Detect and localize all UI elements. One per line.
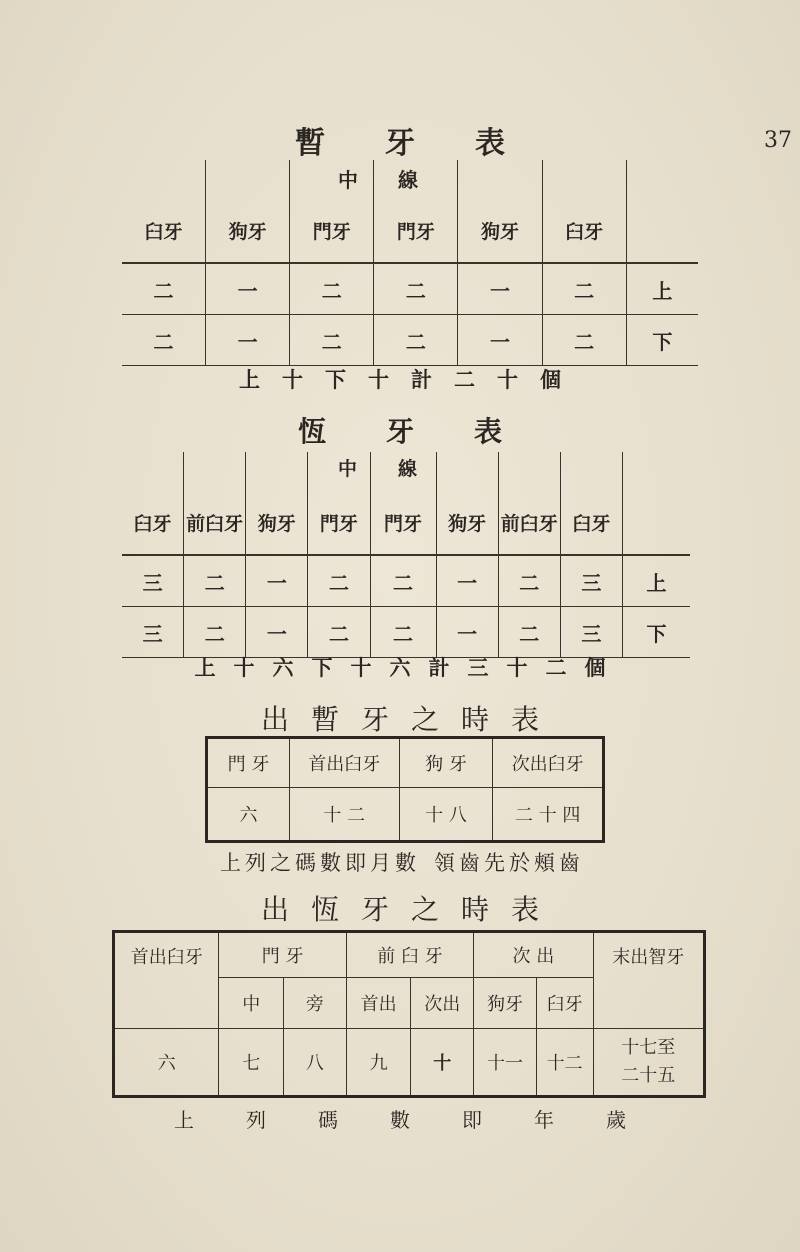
table3-title-char: 牙 [360,703,389,736]
table1-midline-label-left: 中 [338,168,358,192]
caption-char: 數 [320,851,341,875]
cell: 二 [542,263,626,315]
cell: 三 [560,555,622,607]
header-cell: 前 臼 牙 [346,932,473,978]
caption-char: 列 [245,851,266,875]
cell: 一 [246,607,308,658]
cell: 十 二 [290,788,400,842]
cell: 八 [284,1029,347,1097]
table3-title-char: 表 [511,703,540,736]
header-cell: 前臼牙 [498,452,560,555]
table3-title-char: 出 [260,703,289,736]
cell: 二 [184,607,246,658]
cell: 二 十 四 [493,788,604,842]
cell: 三 [122,555,184,607]
table4-title-char: 出 [260,893,289,926]
caption-char: 六 [272,655,294,680]
cell: 二 [308,555,370,607]
table3-title [0,698,800,738]
cell: 二 [184,555,246,607]
header-cell: 狗牙 [246,452,308,555]
deciduous-teeth-table [122,160,698,366]
cell: 一 [458,315,542,366]
caption-char: 上 [174,1108,194,1132]
caption-char: 碼 [295,851,316,875]
caption-char: 年 [534,1108,554,1132]
cell: 一 [246,555,308,607]
table-header-row [122,160,698,263]
jaw-label-upper: 上 [622,555,690,607]
cell: 十 八 [399,788,493,842]
cell: 十二 [536,1029,593,1097]
cell: 一 [458,263,542,315]
table1-title-char: 牙 [385,126,415,161]
cell: 二 [122,315,206,366]
header-cell: 末出智牙 [593,932,704,1029]
table-row [122,607,690,658]
table3-title-char: 暫 [310,703,339,736]
table-header-row [114,932,705,978]
caption-char: 歲 [606,1108,626,1132]
page-number: 37 [764,128,792,153]
caption-char: 於 [509,851,530,875]
caption-char: 三 [467,655,489,680]
caption-char: 列 [246,1108,266,1132]
subheader-cell: 臼牙 [536,978,593,1029]
header-cell: 狗牙 [206,160,290,263]
header-cell: 前臼牙 [184,452,246,555]
cell: 三 [122,607,184,658]
caption-char: 上 [194,655,216,680]
header-cell: 首出臼牙 [290,738,400,788]
caption-char: 計 [428,655,450,680]
cell: 十一 [474,1029,537,1097]
table4-title-char: 之 [411,893,440,926]
caption-char: 齒 [459,851,480,875]
cell-line: 二十五 [621,1065,676,1086]
table-row [122,555,690,607]
table1-caption [0,364,800,394]
caption-char: 即 [345,851,366,875]
table-header-row [122,452,690,555]
table-row [122,263,698,315]
cell: 二 [290,315,374,366]
header-cell: 次 出 [474,932,593,978]
header-cell: 臼牙 [122,160,206,263]
cell: 二 [290,263,374,315]
table2-title-char: 牙 [385,415,414,448]
header-cell: 門牙 [370,452,436,555]
caption-char: 碼 [318,1108,338,1132]
table4-title-char: 表 [511,893,540,926]
cell: 二 [370,607,436,658]
caption-char: 領 [434,851,455,875]
caption-char: 數 [390,1108,410,1132]
caption-char: 數 [395,851,416,875]
caption-char: 上 [239,367,260,392]
header-cell: 門 牙 [219,932,346,978]
header-cell: 門牙 [290,160,374,263]
table4-title-char: 時 [461,893,490,926]
table4-title-char: 恆 [310,893,339,926]
table-row [207,788,604,842]
caption-char: 十 [282,367,303,392]
table-row [114,1029,705,1097]
cell: 二 [374,263,458,315]
cell: 二 [370,555,436,607]
cell: 二 [498,607,560,658]
table4-caption [0,1104,800,1133]
table1-title [0,118,800,162]
table3-title-char: 之 [411,703,440,736]
deciduous-eruption-table [205,736,605,843]
cell: 六 [114,1029,219,1097]
permanent-teeth-table [122,452,690,658]
header-cell: 次出臼牙 [493,738,604,788]
caption-char: 先 [484,851,505,875]
cell: 一 [206,263,290,315]
caption-char: 十 [497,367,518,392]
caption-char: 二 [545,655,567,680]
header-cell: 狗牙 [458,160,542,263]
cell-line: 十七至 [621,1037,676,1058]
table2-title [0,410,800,450]
caption-char: 十 [233,655,255,680]
caption-char: 六 [389,655,411,680]
caption-char: 齒 [559,851,580,875]
jaw-label-upper: 上 [626,263,698,315]
table2-caption [0,652,800,682]
cell: 六 [207,788,290,842]
caption-char: 下 [325,367,346,392]
cell: 二 [308,607,370,658]
subheader-cell: 次出 [411,978,474,1029]
cell: 二 [542,315,626,366]
table3-caption [0,847,800,877]
caption-char: 十 [506,655,528,680]
table3-title-char: 時 [461,703,490,736]
header-cell: 臼牙 [122,452,184,555]
cell: 十 [411,1029,474,1097]
header-cell: 門 牙 [207,738,290,788]
caption-char: 個 [584,655,606,680]
cell: 一 [206,315,290,366]
cell: 二 [498,555,560,607]
table2-midline-label-right: 線 [398,458,418,480]
table4-title-char: 牙 [360,893,389,926]
caption-char: 頰 [534,851,555,875]
cell [593,1029,704,1097]
header-cell: 臼牙 [542,160,626,263]
header-cell: 門牙 [308,452,370,555]
caption-char: 二 [454,367,475,392]
header-cell: 臼牙 [560,452,622,555]
header-cell: 門牙 [374,160,458,263]
table1-midline-label-right: 線 [398,168,418,192]
header-cell [622,452,690,555]
caption-char: 月 [370,851,391,875]
table4-title [0,888,800,928]
cell: 一 [436,555,498,607]
header-cell: 首出臼牙 [114,932,219,1029]
header-cell [626,160,698,263]
table2-title-char: 表 [474,415,503,448]
caption-char: 即 [462,1108,482,1132]
jaw-label-lower: 下 [626,315,698,366]
caption-char: 計 [411,367,432,392]
table2-midline-label-left: 中 [338,458,358,480]
caption-char: 上 [220,851,241,875]
table-row [122,315,698,366]
cell: 九 [346,1029,411,1097]
cell: 七 [219,1029,284,1097]
subheader-cell: 狗牙 [474,978,537,1029]
jaw-label-lower: 下 [622,607,690,658]
caption-char: 下 [311,655,333,680]
table1-title-char: 暫 [295,126,325,161]
caption-char: 個 [540,367,561,392]
cell: 三 [560,607,622,658]
caption-char: 十 [368,367,389,392]
header-cell: 狗牙 [436,452,498,555]
table1-title-char: 表 [475,126,505,161]
subheader-cell: 首出 [346,978,411,1029]
table-header-row [207,738,604,788]
subheader-cell: 旁 [284,978,347,1029]
table2-title-char: 恆 [297,415,326,448]
caption-char: 十 [350,655,372,680]
permanent-eruption-table [112,930,706,1098]
cell: 二 [374,315,458,366]
caption-char: 之 [270,851,291,875]
cell: 二 [122,263,206,315]
cell: 一 [436,607,498,658]
subheader-cell: 中 [219,978,284,1029]
header-cell: 狗 牙 [399,738,493,788]
